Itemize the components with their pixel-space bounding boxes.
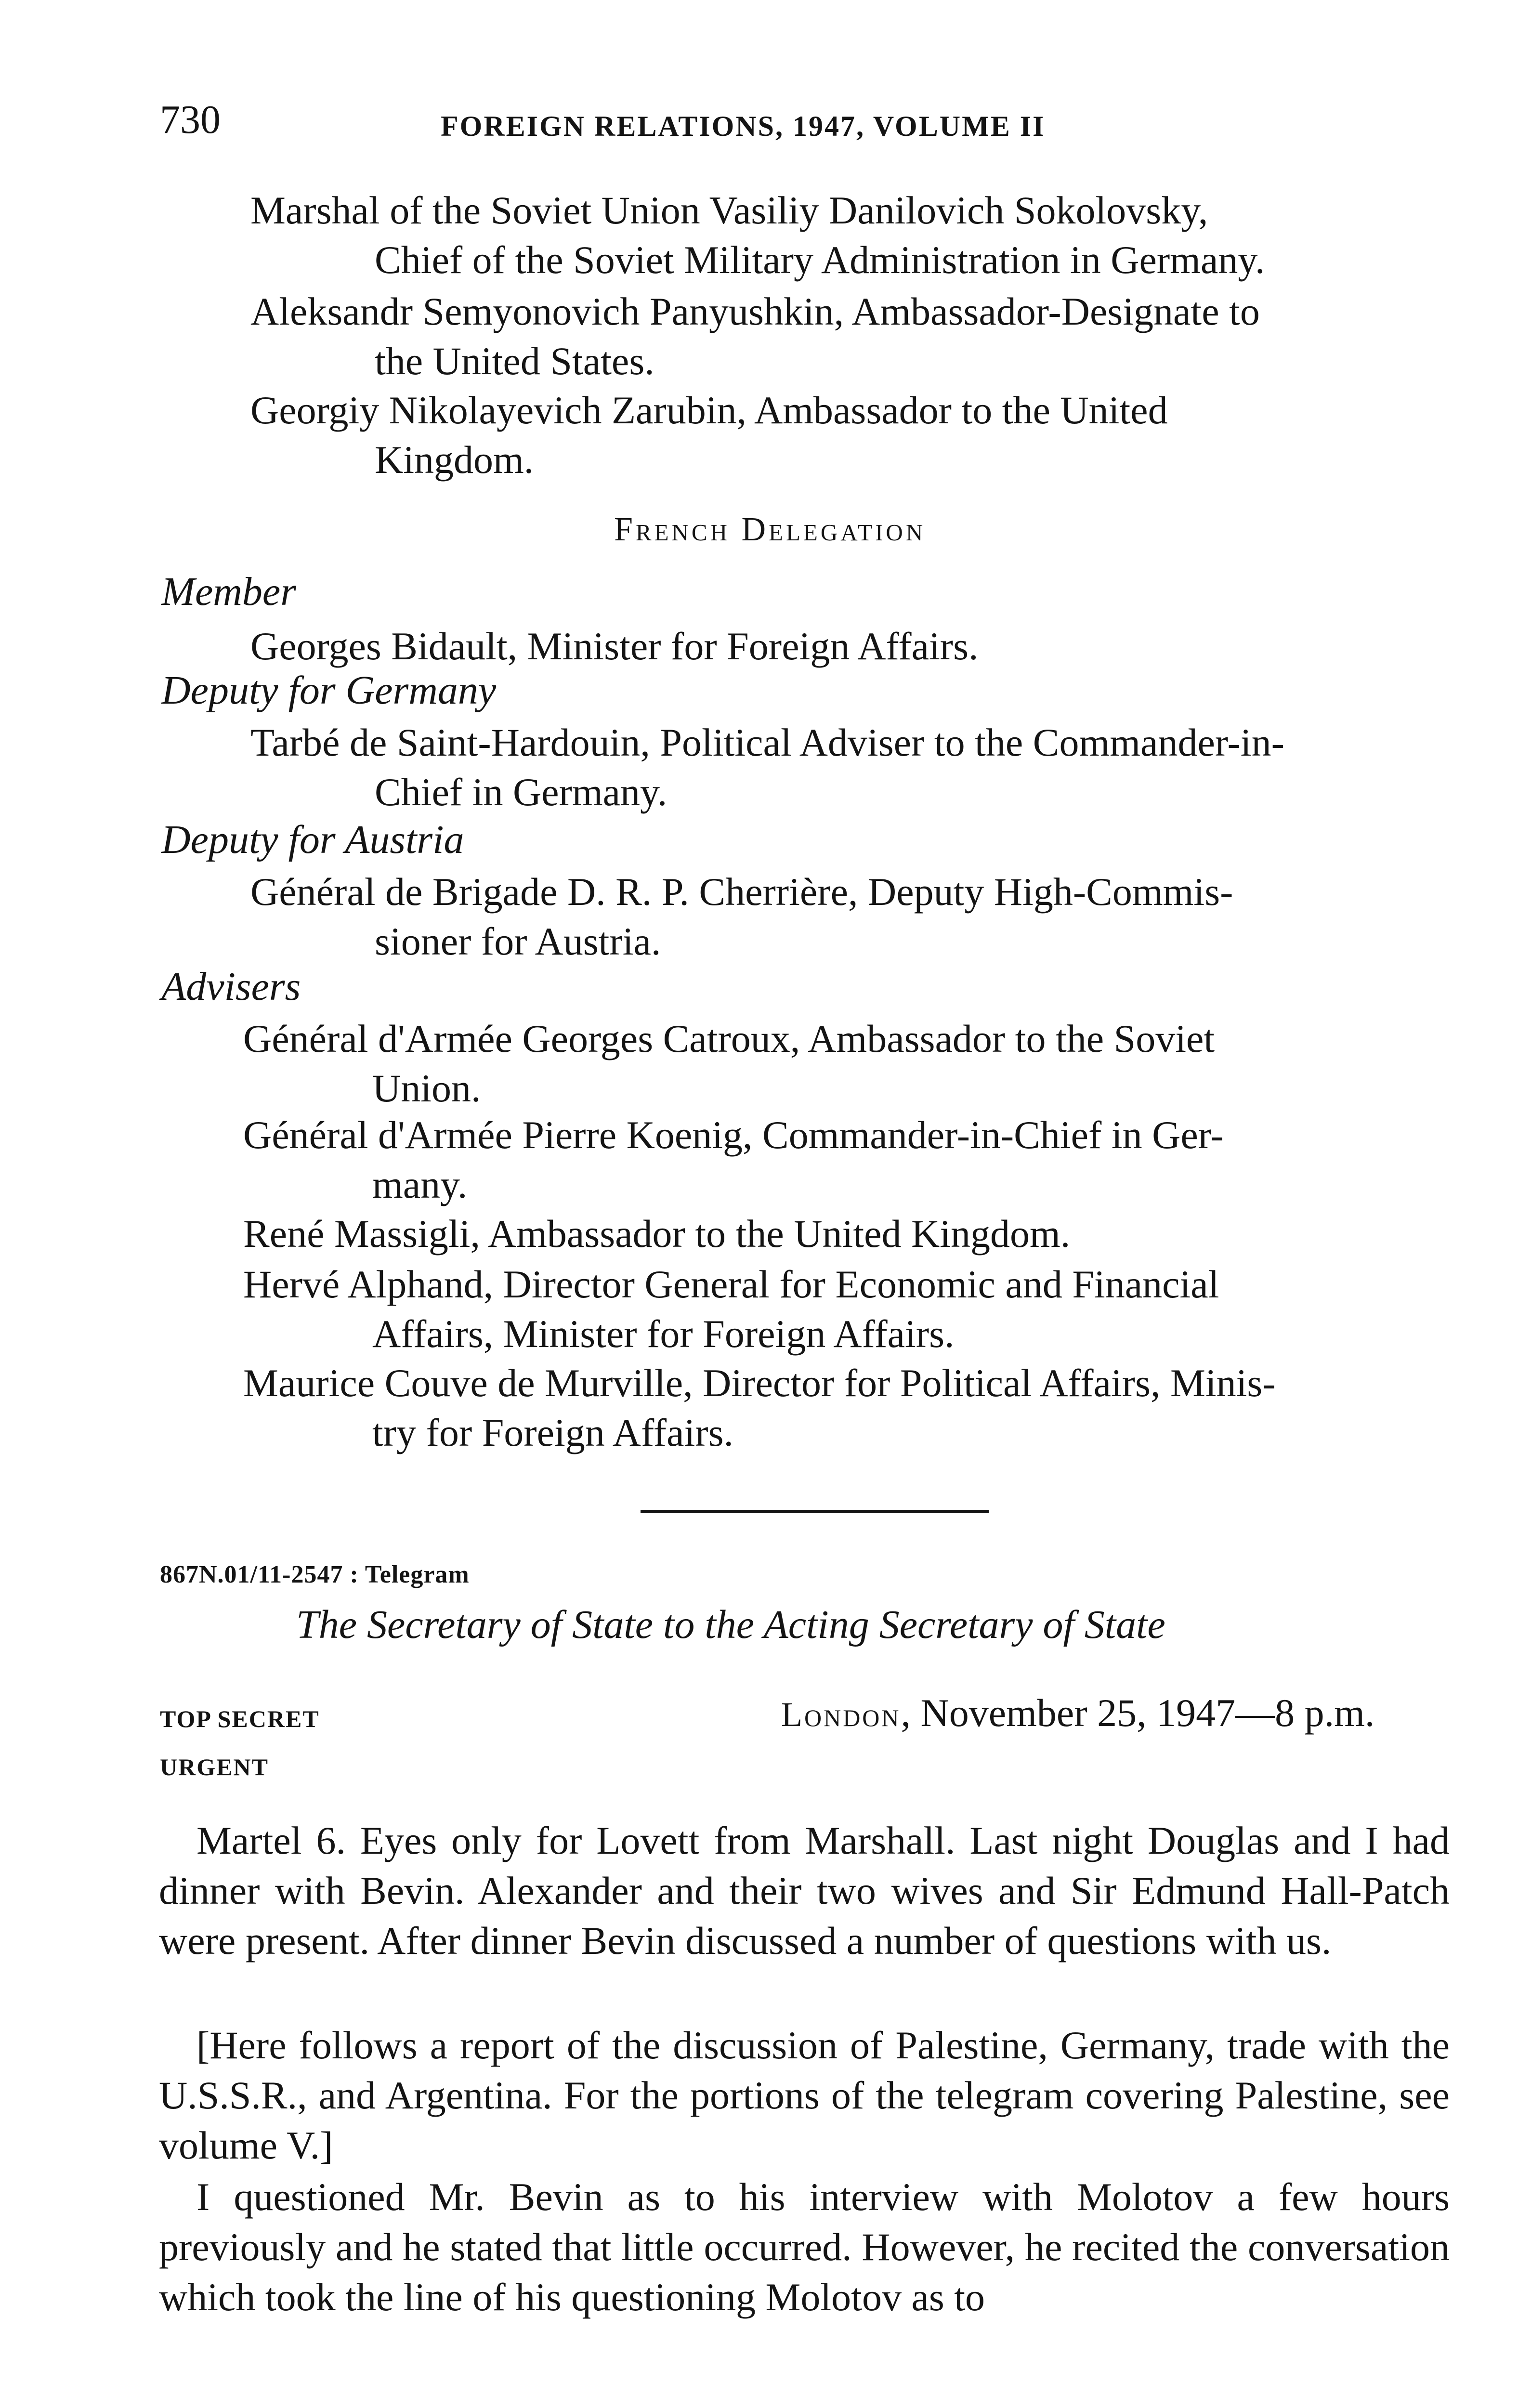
classification-top-secret: TOP SECRET bbox=[160, 1705, 320, 1732]
entry-line: Aleksandr Semyonovich Panyushkin, Ambassador-Designate to bbox=[250, 289, 1260, 333]
dateline bbox=[781, 1690, 1374, 1736]
document-title: The Secretary of State to the Acting Secretary of State bbox=[296, 1602, 1165, 1647]
delegate-entry bbox=[250, 621, 1454, 671]
entry-line: René Massigli, Ambassador to the United Kingdom. bbox=[243, 1212, 1071, 1256]
section-heading: French Delegation bbox=[614, 511, 926, 548]
delegate-entry bbox=[250, 867, 1454, 966]
delegate-entry bbox=[243, 1259, 1454, 1359]
body-paragraph: Martel 6. Eyes only for Lovett from Marshall. Last night Douglas and I had dinner with Bevin. Alexander and their two wives and Sir Edmund Hall-Patch were present. After dinner Bevin discussed a number of questions with us. bbox=[159, 1819, 1450, 1963]
delegate-entry bbox=[250, 287, 1454, 386]
section-divider bbox=[641, 1510, 989, 1513]
delegate-entry bbox=[250, 385, 1454, 484]
body-paragraph: [Here follows a report of the discussion of Palestine, Germany, trade with the U.S.S.R., and Argentina. For the portions of the telegram covering Palestine, see volume V.] bbox=[159, 2023, 1450, 2167]
entry-line: Affairs, Minister for Foreign Affairs. bbox=[372, 1312, 955, 1356]
entry-line: Général d'Armée Georges Catroux, Ambassador to the Soviet bbox=[243, 1017, 1215, 1060]
delegate-entry bbox=[243, 1358, 1454, 1457]
entry-line: Général d'Armée Pierre Koenig, Commander-in-Chief in Ger- bbox=[243, 1113, 1224, 1157]
entry-line: try for Foreign Affairs. bbox=[372, 1411, 734, 1454]
entry-line: sioner for Austria. bbox=[375, 919, 661, 963]
entry-line: many. bbox=[372, 1163, 468, 1206]
entry-line: the United States. bbox=[375, 339, 654, 383]
delegate-entry bbox=[243, 1209, 1454, 1258]
entry-line: Maurice Couve de Murville, Director for Political Affairs, Minis- bbox=[243, 1361, 1276, 1405]
entry-line: Georgiy Nikolayevich Zarubin, Ambassador to the United bbox=[250, 388, 1168, 432]
entry-line: Georges Bidault, Minister for Foreign Affairs. bbox=[250, 624, 979, 668]
delegate-entry bbox=[250, 718, 1454, 817]
entry-line: Chief in Germany. bbox=[375, 770, 667, 814]
role-label-advisers: Advisers bbox=[161, 964, 301, 1009]
entry-line: Hervé Alphand, Director General for Economic and Financial bbox=[243, 1262, 1219, 1306]
delegate-entry bbox=[243, 1014, 1454, 1113]
body-paragraph: I questioned Mr. Bevin as to his interview with Molotov a few hours previously and he stated that little occurred. However, he recited the conversation which took the line of his questioning Molotov as to bbox=[159, 2175, 1450, 2319]
entry-line: Général de Brigade D. R. P. Cherrière, Deputy High-Commis- bbox=[250, 870, 1233, 914]
entry-line: Kingdom. bbox=[375, 438, 534, 482]
dateline-date: , November 25, 1947—8 p.m. bbox=[901, 1691, 1375, 1735]
role-label-member: Member bbox=[161, 569, 296, 614]
entry-line: Chief of the Soviet Military Administration in Germany. bbox=[375, 238, 1265, 282]
entry-line: Marshal of the Soviet Union Vasiliy Danilovich Sokolovsky, bbox=[250, 188, 1208, 232]
delegate-entry bbox=[250, 185, 1454, 285]
page-number: 730 bbox=[160, 97, 221, 142]
entry-line: Union. bbox=[372, 1066, 481, 1110]
entry-line: Tarbé de Saint-Hardouin, Political Adviser to the Commander-in- bbox=[250, 720, 1284, 764]
dateline-place: London bbox=[781, 1695, 901, 1734]
role-label-deputy-germany: Deputy for Germany bbox=[161, 668, 497, 713]
running-title: FOREIGN RELATIONS, 1947, VOLUME II bbox=[441, 110, 1046, 142]
classification-urgent: URGENT bbox=[160, 1754, 269, 1780]
document-reference: 867N.01/11-2547 : Telegram bbox=[160, 1561, 470, 1588]
role-label-deputy-austria: Deputy for Austria bbox=[161, 817, 464, 862]
delegate-entry bbox=[243, 1110, 1454, 1209]
